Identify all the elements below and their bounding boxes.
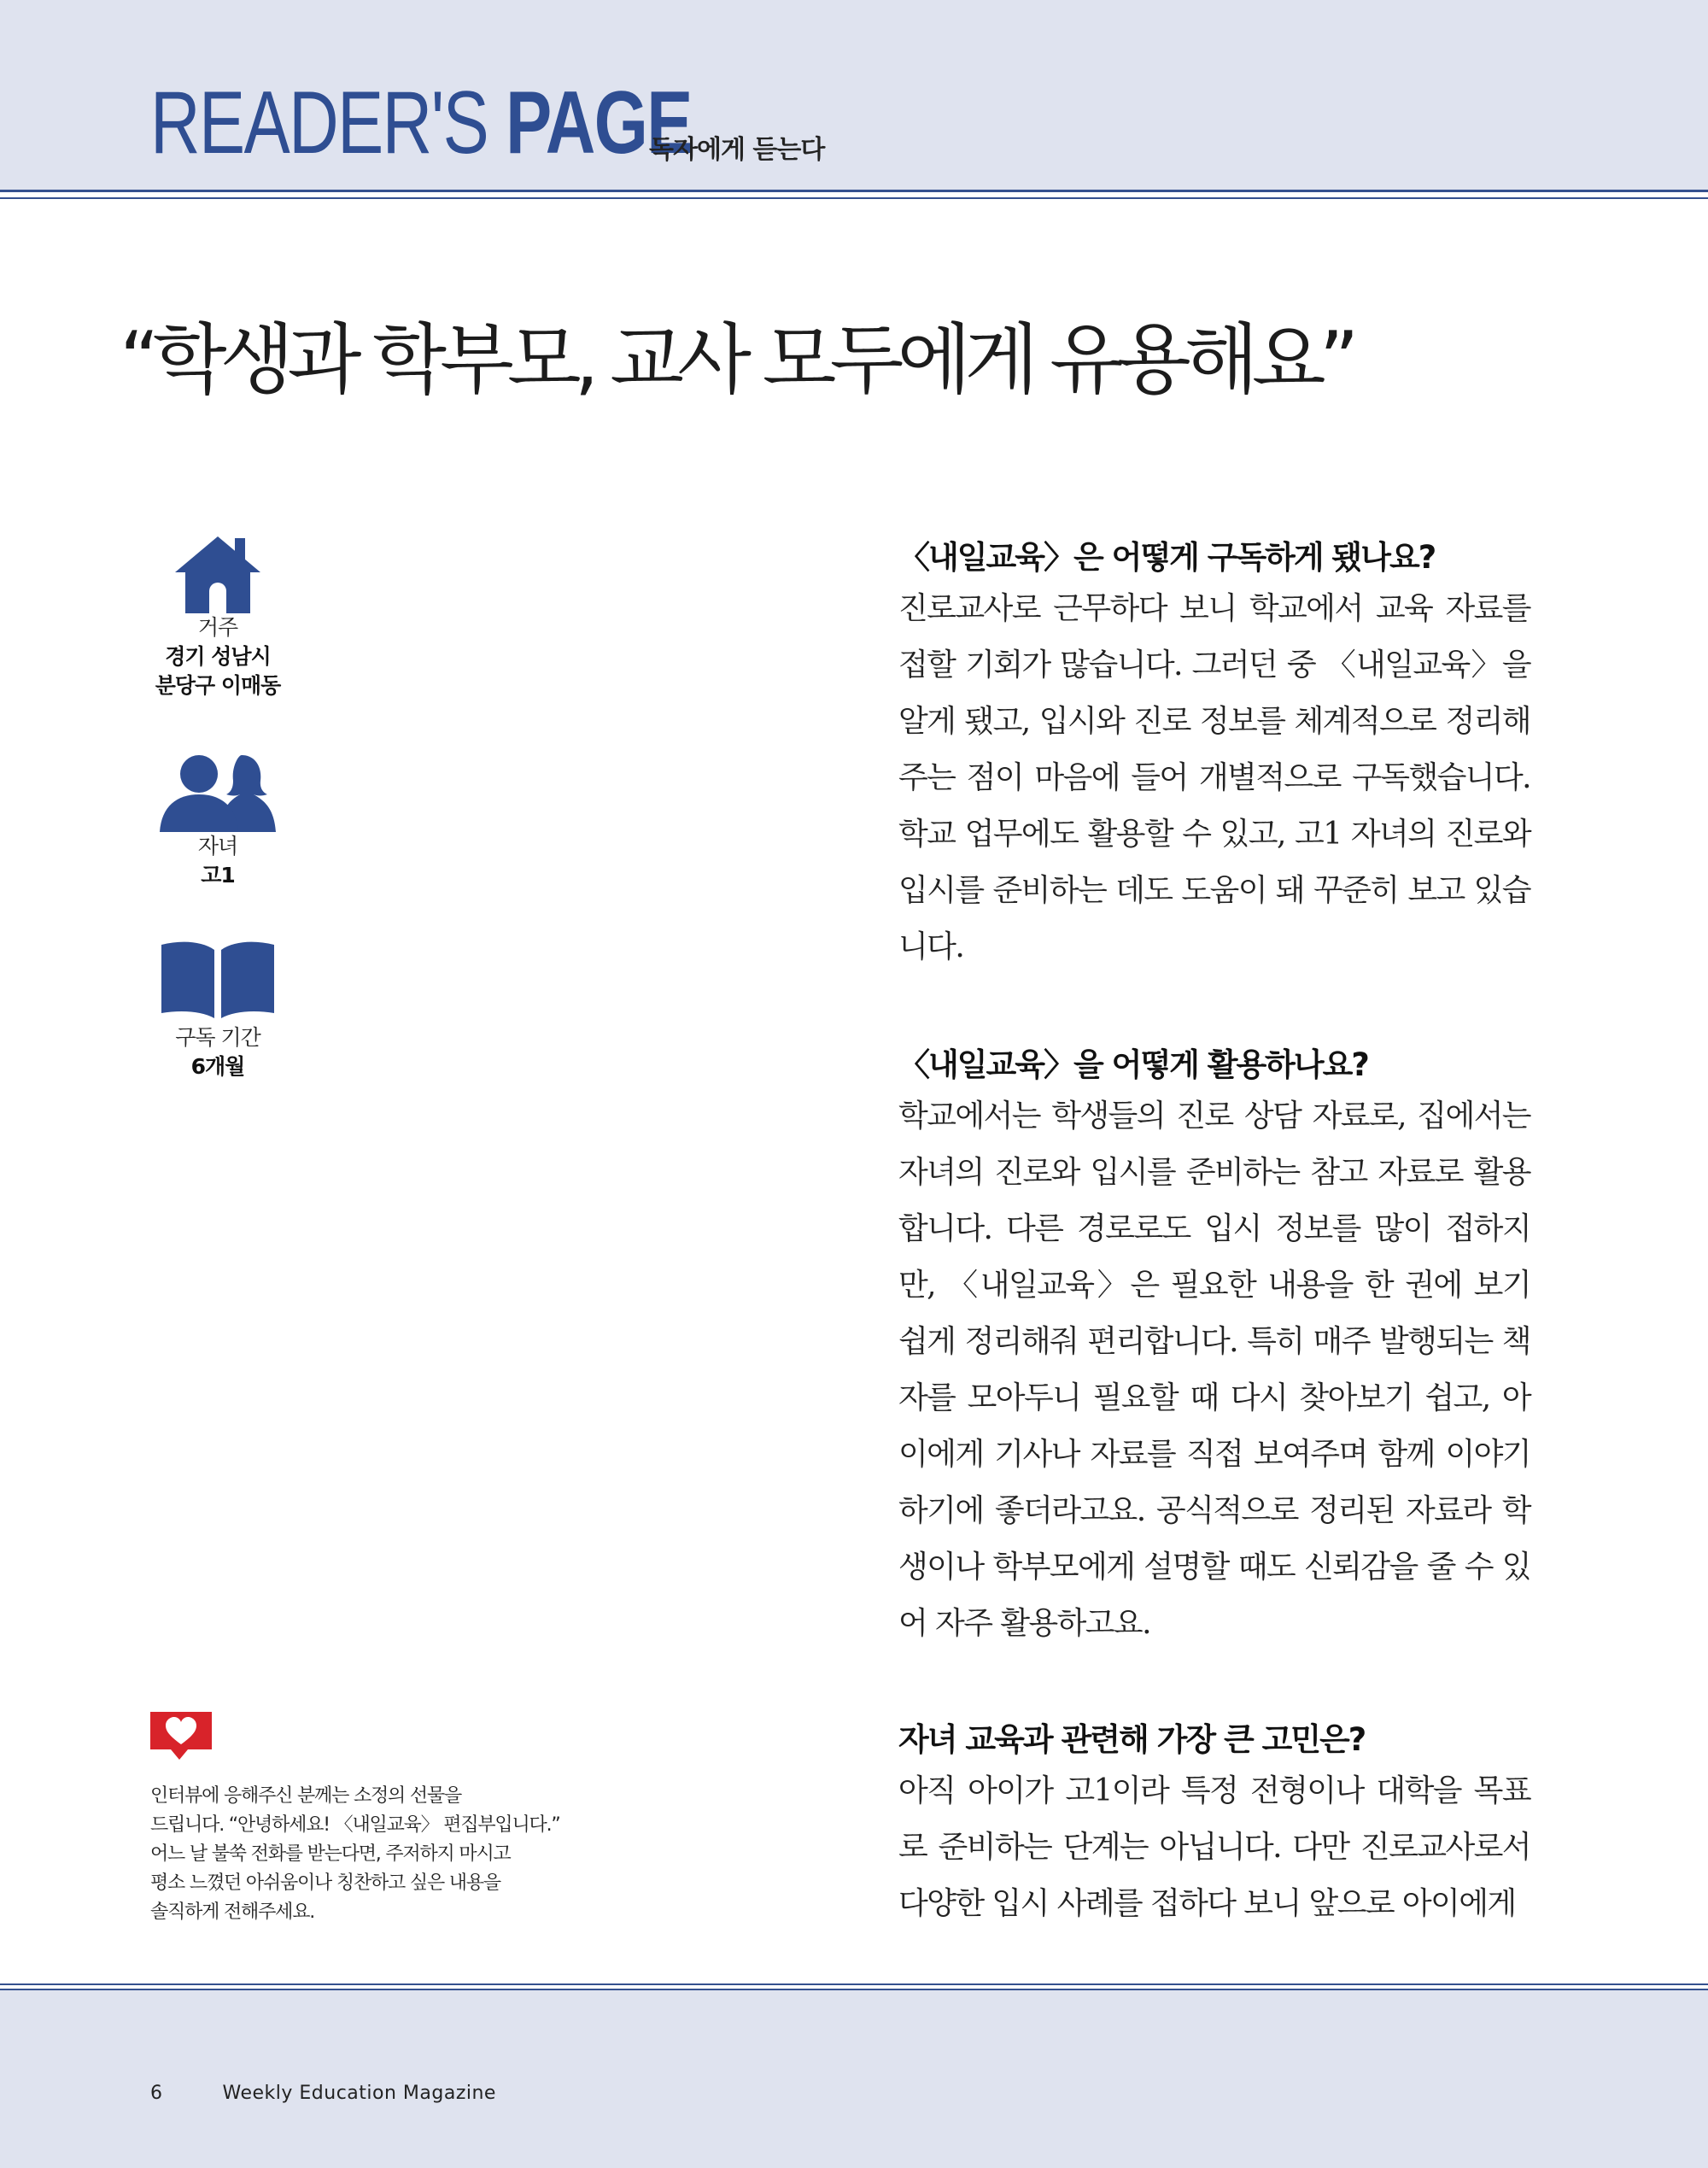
profile-subscription <box>120 940 316 1081</box>
profile-label: 자녀 <box>197 834 238 858</box>
profile-value: 6개월 <box>190 1054 245 1079</box>
question-heading: 〈내일교육〉은 어떻게 구독하게 됐나요? <box>898 539 1436 576</box>
footer <box>150 2083 496 2104</box>
footer-band <box>0 1990 1708 2168</box>
answer-text: 진로교사로 근무하다 보니 학교에서 교육 자료를 접할 기회가 많습니다. 그러던 중 〈내일교육〉을 알게 됐고, 입시와 진로 정보를 체계적으로 정리해주는 점이 마음에 들어 개별적으로 구독했습니다. 학교 업무에도 활용할 수 있고, 고1 자녀의 진로와 입시를 준비하는 데도 도움이 돼 꾸준히 보고 있습니다. <box>898 591 1530 964</box>
note-line: 솔직하게 전해주세요. <box>150 1901 315 1923</box>
question-heading: 자녀 교육과 관련해 가장 큰 고민은? <box>898 1721 1366 1758</box>
header-rule-thin <box>0 197 1708 199</box>
note-line: 평소 느꼈던 아쉬움이나 칭찬하고 싶은 내용을 <box>150 1872 500 1894</box>
profile-residence <box>120 535 316 700</box>
answer-text: 학교에서는 학생들의 진로 상담 자료로, 집에서는 자녀의 진로와 입시를 준비하는 참고 자료로 활용합니다. 다른 경로로도 입시 정보를 많이 접하지만, 〈내일교육〉은 필요한 내용을 한 권에 보기 쉽게 정리해줘 편리합니다. 특히 매주 발행되는 책자를 모아두니 필요할 때 다시 찾아보기 쉽고, 아이에게 기사나 자료를 직접 보여주며 함께 이야기하기에 좋더라고요. 공식적으로 정리된 자료라 학생이나 학부모에게 설명할 때도 신뢰감을 줄 수 있어 자주 활용하고요. <box>898 1099 1530 1641</box>
answer-text: 아직 아이가 고1이라 특정 전형이나 대학을 목표로 준비하는 단계는 아닙니다. 다만 진로교사로서 다양한 입시 사례를 접하다 보니 앞으로 아이에게 <box>898 1773 1530 1921</box>
page-number: 6 <box>150 2083 163 2104</box>
house-icon <box>173 535 262 613</box>
heart-speech-icon <box>150 1712 212 1760</box>
section-title-bold: PAGE <box>506 73 692 173</box>
question-heading: 〈내일교육〉을 어떻게 활용하나요? <box>898 1046 1368 1083</box>
qa-block-3 <box>898 1714 1530 1932</box>
headline: “학생과 학부모, 교사 모두에게 유용해요” <box>120 315 1353 405</box>
qa-block-1 <box>898 531 1530 976</box>
book-icon <box>160 940 276 1018</box>
magazine-name: Weekly Education Magazine <box>222 2083 496 2104</box>
footer-rule-thin <box>0 1983 1708 1985</box>
qa-block-2 <box>898 1039 1530 1652</box>
profile-label: 구독 기간 <box>175 1025 260 1050</box>
profile-value: 분당구 이매동 <box>155 673 281 698</box>
note-line: 어느 날 불쑥 전화를 받는다면, 주저하지 마시고 <box>150 1843 511 1865</box>
note-line: 인터뷰에 응해주신 분께는 소정의 선물을 <box>150 1785 462 1807</box>
people-icon <box>160 752 276 832</box>
header-rule <box>0 190 1708 192</box>
interview-note <box>150 1782 577 1927</box>
section-title <box>150 73 692 173</box>
section-subtitle: 독자에게 듣는다 <box>649 135 825 165</box>
section-title-light: READER'S <box>150 73 506 173</box>
profile-value: 경기 성남시 <box>165 644 271 669</box>
profile-children <box>120 752 316 890</box>
note-line: 드립니다. “안녕하세요! 〈내일교육〉 편집부입니다.” <box>150 1814 560 1836</box>
profile-label: 거주 <box>197 615 238 640</box>
profile-value: 고1 <box>201 863 235 888</box>
